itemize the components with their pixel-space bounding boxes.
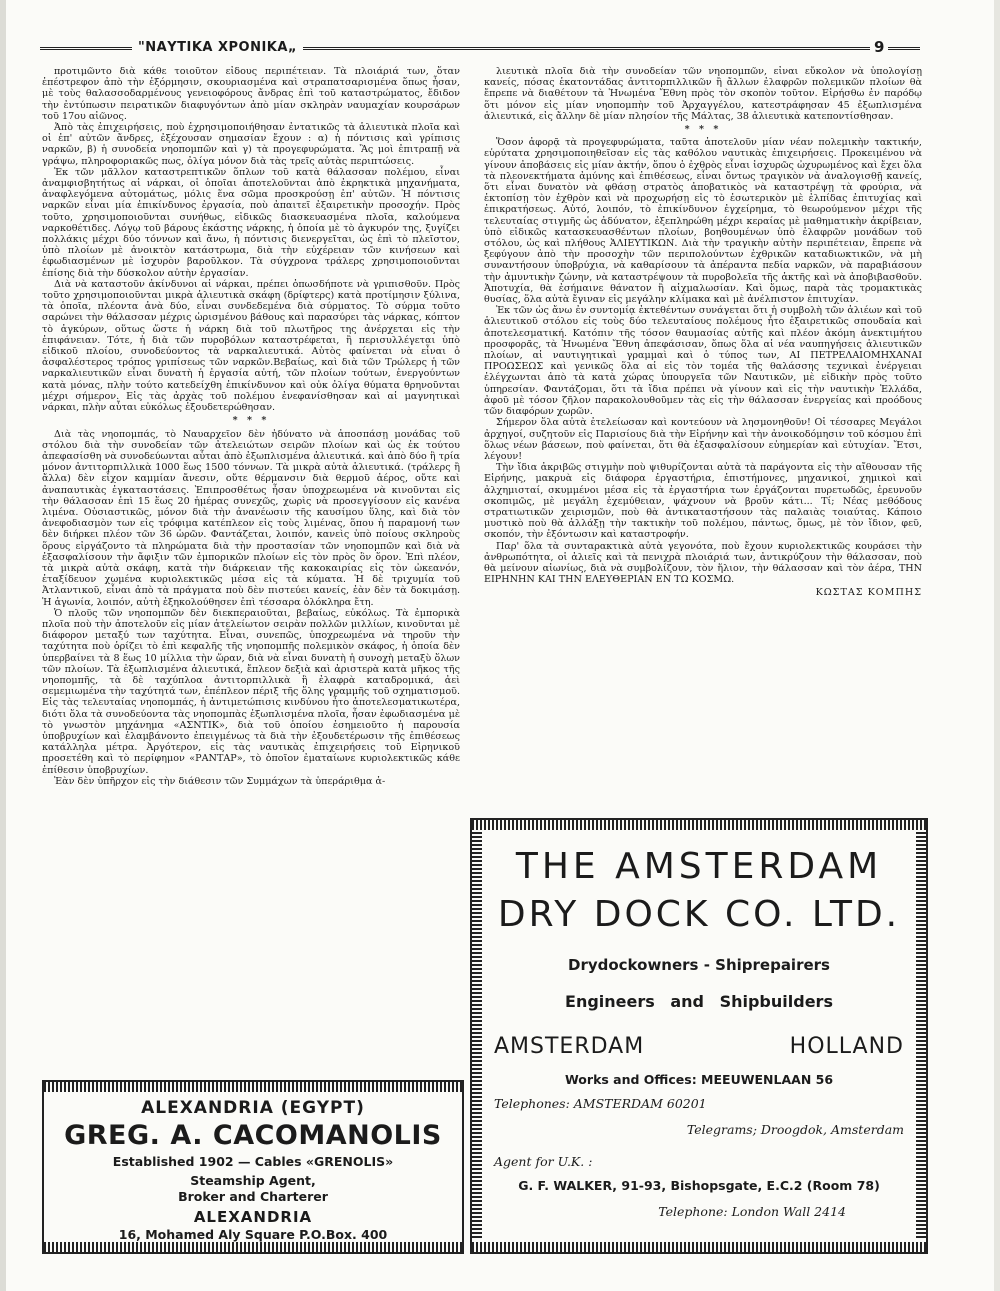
article-paragraph: προτιμῶντο διὰ κάθε τοιοῦτον εἶδους περιπέτειαν. Τὰ πλοιάριά των, ὅταν ἐπέστρεφον ἀπὸ τὴν ἐξόρμησιν, σκουριασμένα καὶ στραπατσαρισμένα ὅπως ἦσαν, μὲ τοὺς θαλασσοδαρμένους γενειοφόρους ἄνδρας ἐπὶ τοῦ καταστρώματος, ἔδιδον τὴν ἐντύπωσιν πειρατικῶν διαφυγόντων ἀπὸ μίαν σκληρὰν ναυμαχίαν κουρσάρων τοῦ 17ου αἰῶνος. [42, 66, 460, 122]
section-separator: * * * [684, 124, 722, 136]
article-paragraph: Σήμερον ὅλα αὐτὰ ἐτελείωσαν καὶ κοντεύουν νὰ λησμονηθοῦν! Οἱ τέσσαρες Μεγάλοι ἀρχηγοί, συζητοῦν εἰς Παρισίους διὰ τὴν Εἰρήνην καὶ τὴν ἀνοικοδόμησιν τοῦ κόσμου ἐπὶ ὅλως νέων βάσεων, ποὺ φαίνεται, ὅτι θὰ ἐξασφαλίσουν εὐημερίαν καὶ εὐτυχίαν. Ἔτσι, λέγουν! [484, 417, 922, 462]
ad-agent-telephone: Telephone: London Wall 2414 [658, 1204, 846, 1219]
ad-role-line-1: Steamship Agent, [190, 1173, 316, 1188]
article-paragraph: λιευτικὰ πλοῖα διὰ τὴν συνοδείαν τῶν νηοπομπῶν, εἶναι εὔκολον νὰ ὑπολογίσῃ κανείς, πόσας ἑκατοντάδας ἀντιτορπιλλικῶν ἢ ἄλλων ἐλαφρῶν πολεμικῶν πλοίων θὰ ἔπρεπε νὰ διαθέτουν τὰ Ἡνωμένα Ἔθνη πρὸς τὸν σκοπὸν τοῦτον. Εἰρήσθω ἐν παρόδῳ ὅτι μόνον εἰς μίαν νηοπομπὴν τοῦ Ἀρχαγγέλου, κατεστράφησαν 45 ἐξωπλισμένα ἁλιευτικά, εἰς ἄλλην δὲ μίαν πλησίον τῆς Μάλτας, 38 ἁλιευτικὰ κατεποντίσθησαν. [484, 66, 922, 122]
ad-role-line-2: Broker and Charterer [178, 1189, 328, 1204]
ad-border-comb-bottom [472, 1242, 926, 1252]
ad-border-comb-top [472, 820, 926, 830]
ad-border-comb-bottom [44, 1242, 462, 1252]
ad-company-name-line-2: DRY DOCK CO. LTD. [497, 894, 901, 935]
ad-border-comb-top [44, 1082, 462, 1092]
page-header [40, 40, 920, 56]
cacomanolis-advertisement [42, 1080, 464, 1254]
article-paragraph: Τὴν ἴδια ἀκριβῶς στιγμὴν ποὺ ψιθυρίζονται αὐτὰ τὰ παράγοντα εἰς τὴν αἴθουσαν τῆς Εἰρήνης, μακρυὰ εἰς διάφορα ἐργαστήρια, ἐπιστήμονες, μηχανικοί, χημικοὶ καὶ ἀλχημισταί, σκυμμένοι μέσα εἰς τὰ ἐργαστήρια των ἐργάζονται πυρετωδῶς, ἐρευνοῦν σκοπιμῶς, μὲ μεγάλη ἐχεμύθειαν, ψάχνουν νὰ βροῦν κάτι... Τί; Νέας μεθόδους στρατιωτικῶν χειρισμῶν, ποὺ θὰ ἀντικαταστήσουν τὰς παλαιὰς τοιαύτας. Κάποιο μυστικὸ ποὺ θὰ ἀλλάξῃ τὴν τακτικὴν τοῦ πολέμου, πάντως, ὅμως, μὲ τὸν ἴδιον, φεῦ, σκοπόν, τὴν ἐξόντωσιν καὶ καταστροφήν. [484, 462, 922, 541]
article-paragraph: Ἐκ τῶν ὡς ἄνω ἐν συντομίᾳ ἐκτεθέντων συνάγεται ὅτι ἡ συμβολὴ τῶν ἁλιέων καὶ τοῦ ἁλιευτικοῦ στόλου εἰς τοὺς δύο τελευταίους πολέμους ἦτο ἐξαιρετικῶς σπουδαία καὶ ἀποτελεσματική. Κατόπιν τῆς τόσον θαυμασίας αὐτῆς καὶ πλέον ἀκόμη ἀνεκτιμήτου προσφορᾶς, τὰ Ἡνωμένα Ἔθνη ἀπεφάσισαν, ὅπως ὅλα αἱ νέα ναυπηγήσεις ἁλιευτικῶν πλοίων, αἱ ναυτιγητικαὶ γραμμαὶ καὶ ὁ τύπος των, ΑΙ ΠΕΤΡΕΛΑΙΟΜΗΧΑΝΑΙ ΠΡΟΩΣΕΩΣ καὶ γενικῶς ὅλα αἱ εἰς τὸν τομέα τῆς θαλάσσης τεχνικαὶ ἐνέργειαι ἐλέγχωνται ἀπὸ τὰ κατὰ χώρας ὑπουργεῖα τῶν Ναυτικῶν, μὲ εἰδικὴν πρὸς τοῦτο ὑπηρεσίαν. Φαντάζομαι, ὅτι τὰ ἴδια πρέπει νὰ γίνουν καὶ εἰς τὴν ναυτικὴν Ἑλλάδα, ἀφοῦ μὲ τόσον ζῆλον παρακολουθοῦμεν τὰς εἰς τὴν θάλασσαν ἐνεργείας καὶ προόδους τῶν διαφόρων χωρῶν. [484, 305, 922, 418]
ad-tagline: Drydockowners - Shiprepairers [568, 956, 830, 974]
ad-country: HOLLAND [789, 1034, 904, 1059]
section-separator: * * * [232, 415, 270, 427]
ad-established-line: Established 1902 — Cables «GRENOLIS» [112, 1154, 394, 1169]
scan-edge-right [994, 0, 1000, 1291]
ad-works-address: Works and Offices: MEEUWENLAAN 56 [564, 1072, 834, 1087]
article-paragraph: Διὰ τὰς νηοπομπάς, τὸ Ναυαρχεῖον δὲν ἠδύνατο νὰ ἀποσπάσῃ μονάδας τοῦ στόλου διὰ τὴν συνοδείαν τῶν ἀτελειώτων σειρῶν πλοίων καὶ ὡς ἐκ τούτου ἀπεφασίσθη νὰ συνοδεύωνται αὗται ἀπὸ ἐξωπλισμένα ἁλιευτικά. καὶ ἀπὸ δύο ἢ τρία μόνον ἀντιτορπιλλικὰ 1000 ἕως 1500 τόννων. Τὰ μικρὰ αὐτὰ ἁλιευτικά. (τράλερς ἢ ἄλλα) δὲν εἶχον καμμίαν ἄνεσιν, οὔτε θέρμανσιν διὰ θερμοῦ ἀέρος, οὔτε καὶ ἀναπαυτικὰς ἐγκαταστάσεις. Ἐπιπροσθέτως ἦσαν ὑποχρεωμένα νὰ κινοῦνται εἰς τὴν θάλασσαν ἐπὶ 15 ἕως 20 ἡμέρας συνεχῶς, χωρὶς νὰ προσεγγίσουν εἰς κανένα λιμένα. Οὐσιαστικῶς, μόνον διὰ τὴν ἀνανέωσιν τῆς καυσίμου ὕλης, καὶ διὰ τὸν ἀνεφοδιασμὸν των εἰς τρόφιμα κατέπλεον εἰς τοὺς λιμένας, ὅπου ἡ παραμονή των δὲν διήρκει πλέον τῶν 36 ὡρῶν. Φαντάζεται, λοιπόν, κανεὶς ὑπὸ ποίους σκληροὺς ὅρους εἰργάζοντο τὰ πληρώματα διὰ τὴν προστασίαν τῶν νηοπομπῶν καὶ διὰ νὰ ἐξασφαλίσουν τὴν ἄφιξιν τῶν ἐμπορικῶν πλοίων εἰς τὸν πρὸς ὃν ὅρον. Ἐπὶ πλέον, τὰ μικρὰ αὐτὰ σκάφη, κατὰ τὴν διάρκειαν τῆς κακοκαιρίας εἰς τὸν ὠκεανόν, ἐταξίδευον χωμένα κυριολεκτικῶς μέσα εἰς τὰ κύματα. Ἡ δὲ τριχυμία τοῦ Ἀτλαντικοῦ, εἶναι ἀπὸ τὰ πράγματα ποὺ δὲν πιστεύει κανείς, ἐὰν δὲν τὰ δοκιμάσῃ. Ἡ ἀγωνία, λοιπόν, αὐτὴ ἐξηκολούθησεν ἐπὶ τέσσαρα ὁλόκληρα ἔτη. [42, 428, 460, 608]
author-signature: ΚΩΣΤΑΣ ΚΟΜΠΗΣ [815, 587, 922, 599]
ad-telephones: Telephones: AMSTERDAM 60201 [494, 1096, 707, 1111]
ad-city: AMSTERDAM [494, 1034, 645, 1059]
article-paragraph: Ἐὰν δὲν ὑπῆρχον εἰς τὴν διάθεσιν τῶν Συμμάχων τὰ ὑπεράριθμα ἁ- [54, 775, 386, 787]
ad-location-heading: ALEXANDRIA (EGYPT) [141, 1098, 365, 1118]
left-text-column [42, 66, 460, 1072]
scan-edge-left [0, 0, 6, 1291]
ad-tagline-2: Engineers and Shipbuilders [565, 992, 833, 1011]
ad-agent-label: Agent for U.K. : [494, 1154, 593, 1169]
article-paragraph: Διὰ νὰ καταστοῦν ἀκίνδυνοι αἱ νάρκαι, πρέπει ὁπωσδήποτε νὰ γριπισθοῦν. Πρὸς τοῦτο χρησιμοποιοῦνται μικρὰ ἁλιευτικὰ σκάφη (δρίφτερς) κατὰ προτίμησιν ξύλινα, τὰ ὁποῖα, πλέοντα ἀνὰ δύο, εἶναι συνδεδεμένα διὰ σύρματος. Τὸ σύρμα τοῦτο σαρώνει τὴν θάλασσαν μέχρις ὡρισμένου βάθους καὶ παρασύρει τὰς νάρκας, κόπτον τὸ ἀγκύρων, οὕτως ὥστε ἡ νάρκη διὰ τοῦ πλωτῆρος της ἀνέρχεται εἰς τὴν ἐπιφάνειαν. Τότε, ἡ διὰ τῶν πυροβόλων καταστρέφεται, ἢ περισυλλέγεται ὑπὸ εἰδικοῦ πλοίου, συνοδεύοντος τὰ ναρκαλιευτικά. Αὐτὸς φαίνεται νὰ εἶναι ὁ ἀσφαλέστερος τρόπος γριπίσεως τῶν ναρκῶν.Βεβαίως, καὶ διὰ τῶν Τρώλερς ἡ τῶν ναρκαλιευτικῶν εἶναι δυνατὴ ἡ ἐργασία αὐτή, τῶν πλοίων τούτων, ἐνεργούντων κατὰ μόνας, πλὴν τούτο κατεδείχθη ἐπικίνδυνον καὶ οὐκ ὀλίγα θύματα θρηνοῦνται μέχρι σήμερον. Εἰς τὰς ἀρχὰς τοῦ πολέμου ἐνεφανίσθησαν καὶ αἱ μαγνητικαὶ νάρκαι, πλὴν αὗται εὐκόλως ἐξουδετερώθησαν. [42, 278, 460, 414]
article-paragraph: Ὅσον ἀφορᾷ τὰ προγεφυρώματα, ταῦτα ἀποτελοῦν μίαν νέαν πολεμικὴν τακτικήν, εὑρύτατα χρησιμοποιηθεῖσαν εἰς τὰς καθόλου ναυτικὰς ἐπιχειρήσεις. Προκειμένου νὰ γίνουν ἀποβάσεις εἰς μίαν ἀκτήν, ὅπου ὁ ἐχθρὸς εἶναι ἰσχυρῶς ὠχυρωμένος καὶ ἔχει ὅλα τὰ πλεονεκτήματα ἀμύνης καὶ ἐπιθέσεως, εἶναι ὄντως τραγικὸν νὰ ἀναλογισθῇ κανείς, ὅτι εἶναι δυνατὸν νὰ φθάσῃ στρατὸς ἀποβατικὸς νὰ καταστρέψῃ τὰ φρούρια, νὰ ἐκτοπίσῃ τὸν ἐχθρὸν καὶ νὰ προχωρήσῃ εἰς τὸ ἐσωτερικὸν μὲ ἐλπίδας ἐπιτυχίας καὶ ἐπικρατήσεως. Αὐτό, λοιπόν, τὸ ἐπικίνδυνον ἐγχείρημα, τὸ θεωρούμενον μέχρι τῆς τελευταίας στιγμῆς ὡς ἀδύνατον, ἐξεπληρώθη μέχρι κεραίας μὲ μαθηματικὴν ἀκρίβειαν, ὑπὸ εἰδικῶς κατασκευασθέντων πλοίων, βοηθουμένων ὑπὸ ἐλαφρῶν μονάδων τοῦ στόλου, ὡς καὶ πλήθους ἉΛΙΕΥΤΙΚΩΝ. Διὰ τὴν τραγικὴν αὐτὴν περιπέτειαν, ἔπρεπε νὰ ξεφύγουν ἀπὸ τὴν προσοχὴν τῶν περιπολούντων ἐχθρικῶν καταδιωκτικῶν, νὰ μὴ συναντήσουν ὑποβρύχια, νὰ καθαρίσουν τὰ ἀπέραντα πεδία ναρκῶν, νὰ παραβιάσουν τὴν ἀμυντικὴν ζώνην, νὰ καταστρέψουν τὰ πυροβολεῖα τῆς ἀκτῆς καὶ νὰ ἀποβιβασθοῦν. Ἀποτυχία, θὰ ἐσήμαινε θάνατον ἢ αἰχμαλωσίαν. Καὶ ὅμως, παρὰ τὰς τρομακτικὰς θυσίας, ὅλα αὐτὰ ἔγιναν εἰς μεγάλην κλίμακα καὶ μὲ ἀνέλπιστον ἐπιτυχίαν. [484, 137, 922, 306]
article-paragraph: Ὁ πλοῦς τῶν νηοπομπῶν δὲν διεκπεραιοῦται, βεβαίως, εὐκόλως. Τὰ ἐμπορικὰ πλοῖα ποὺ τὴν ἀποτελοῦν εἰς μίαν ἀτελείωτον σειρὰν πολλῶν μιλλίων, κινοῦνται μὲ διάφορον μεταξύ των ταχύτητα. Εἶναι, συνεπῶς, ὑποχρεωμένα νὰ τηροῦν τὴν ταχύτητα ποὺ ὁρίζει τὸ ἐπὶ κεφαλῆς τῆς νηοπομπῆς πολεμικὸν σκάφος, ἡ ὁποία δὲν ὑπερβαίνει τὰ 8 ἕως 10 μίλλια τὴν ὥραν, διὰ νὰ εἶναι δυνατὴ ἡ συνοχὴ μεταξὺ ὅλων τῶν πλοίων. Τὰ ἐξωπλισμένα ἁλιευτικά, ἔπλεον δεξιὰ καὶ ἀριστερὰ κατὰ μῆκος τῆς νηοπομπῆς, τὰ δὲ ταχύπλοα ἀντιτορπιλλικὰ ἢ ἐλαφρὰ καταδρομικά, ἀεὶ σεμεμιωμένα τὴν ταχύτητά των, ἐπέπλεον πέριξ τῆς ὅλης γραμμῆς τοῦ σχηματισμοῦ. Εἰς τὰς τελευταίας νηοπομπάς, ἡ ἀντιμετώπισις κινδύνου ἦτο ἀποτελεσματικωτέρα, διότι ὅλα τὰ συνοδεύοντα τὰς νηοπομπὰς ἐξωπλισμένα πλοῖα, ἦσαν ἐφωδιασμένα μὲ τὸ γνωστὸν μηχάνημα «ΑΣΝΤΙΚ», διὰ τοῦ ὁποίου ἐσημειοῦτο ἡ παρουσία ὑποβρυχίων καὶ ἐλαμβάνοντο ἐπειγμένως τὰ διὰ τὴν ἐξουδετέρωσιν τῆς ἐπιθέσεως κατάλληλα μέτρα. Ἀργότερον, εἰς τὰς ναυτικὰς ἐπιχειρήσεις τοῦ Εἰρηνικοῦ προσετέθη καὶ τὸ περίφημον «ΡΑΝΤΑΡ», τὸ ὁποῖον ἐματαίωνε κυριολεκτικῶς κάθε ἐπίθεσιν ὑποβρυχίων. [42, 607, 460, 776]
ad-city: ALEXANDRIA [193, 1208, 313, 1226]
page-number: 9 [870, 38, 888, 56]
ad-company-name: GREG. A. CACOMANOLIS [64, 1120, 442, 1151]
amsterdam-dry-dock-advertisement [470, 818, 928, 1254]
article-paragraph: Ἀπὸ τὰς ἐπιχειρήσεις, ποὺ ἐχρησιμοποιήθησαν ἐντατικῶς τὰ ἁλιευτικὰ πλοῖα καὶ οἱ ἐπ' αὐτῶν ἄνδρες, ἐξέχουσαν σημασίαν ἔχουν : α) ἡ πόντισις καὶ γρίπισις ναρκῶν, β) ἡ συνοδεία νηοπομπῶν καὶ γ) τὰ προγεφυρώματα. Ἂς μοὶ ἐπιτραπῇ νὰ γράψω, πληροφοριακῶς πως, ὀλίγα μόνον διὰ τὰς τρεῖς αὐτὰς περιπτώσεις. [42, 122, 460, 167]
article-paragraph: Παρ' ὅλα τὰ συνταρακτικὰ αὐτὰ γεγονότα, ποὺ ἔχουν κυριολεκτικῶς κουράσει τὴν ἀνθρωπότητα, οἱ ἁλιεῖς καὶ τὰ πενιχρὰ πλοιάριά των, ἀντικρύζουν τὴν θάλασσαν, ποὺ θὰ μείνουν αἰωνίως, διὰ νὰ συμβολίζουν, τὸν ἥλιον, τὴν θάλασσαν καὶ τὸν ἀέρα, ΤΗΝ ΕΙΡΗΝΗΝ ΚΑΙ ΤΗΝ ΕΛΕΥΘΕΡΙΑΝ ΕΝ ΤΩ ΚΟΣΜΩ. [484, 540, 922, 586]
journal-title: "ΝΑΥΤΙΚΑ ΧΡΟΝΙΚΑ„ [132, 40, 303, 55]
right-text-column [484, 66, 922, 804]
ad-company-name-line-1: THE AMSTERDAM [515, 846, 883, 887]
ad-address: 16, Mohamed Aly Square P.O.Box. 400 [118, 1227, 388, 1242]
ad-telegrams: Telegrams; Droogdok, Amsterdam [686, 1122, 904, 1137]
ad-agent-address: G. F. WALKER, 91-93, Bishopsgate, E.C.2 (Room 78) [518, 1178, 880, 1193]
article-paragraph: Ἐκ τῶν μᾶλλον καταστρεπτικῶν ὅπλων τοῦ κατὰ θάλασσαν πολέμου, εἶναι ἀναμφισβητήτως αἱ νάρκαι, οἱ ὁποῖαι ἀποτελοῦνται ἀπὸ ἐκρηκτικὰ μηχανήματα, ἀναφλεγόμενα αὐτομάτως, μόλις ἕνα σῶμα προσκρούσῃ ἐπ' αὐτῶν. Ἡ πόντισις ναρκῶν εἶναι μία ἐπικίνδυνος ἐργασία, ποὺ ἀπαιτεῖ ἐξαιρετικὴν προσοχήν. Πρὸς τοῦτο, χρησιμοποιοῦνται συνήθως, εἰδικῶς διασκευασμένα πλοῖα, καλούμενα ναρκοθέτιδες. Λόγῳ τοῦ βάρους ἑκάστης νάρκης, ἡ ὁποία μὲ τὸ ἀγκυρόν της, ξυγίζει πολλάκις μέχρι δύο τόννων καὶ ἄνω, ἡ πόντισις διενεργεῖται, ὡς ἐπὶ τὸ πλεῖστον, ὑπὸ πλοίων μὲ ἀνοικτὸν κατάστρωμα, διὰ τὴν εὐχέρειαν τῶν κινήσεων καὶ ἐφωδιασμένων μὲ ἰσχυρὸν βαροῦλκον. Τὰ σύγχρονα τράλερς χρησιμοποιοῦνται ἐπίσης διὰ τὴν δύσκολον αὐτὴν ἐργασίαν. [42, 166, 460, 279]
